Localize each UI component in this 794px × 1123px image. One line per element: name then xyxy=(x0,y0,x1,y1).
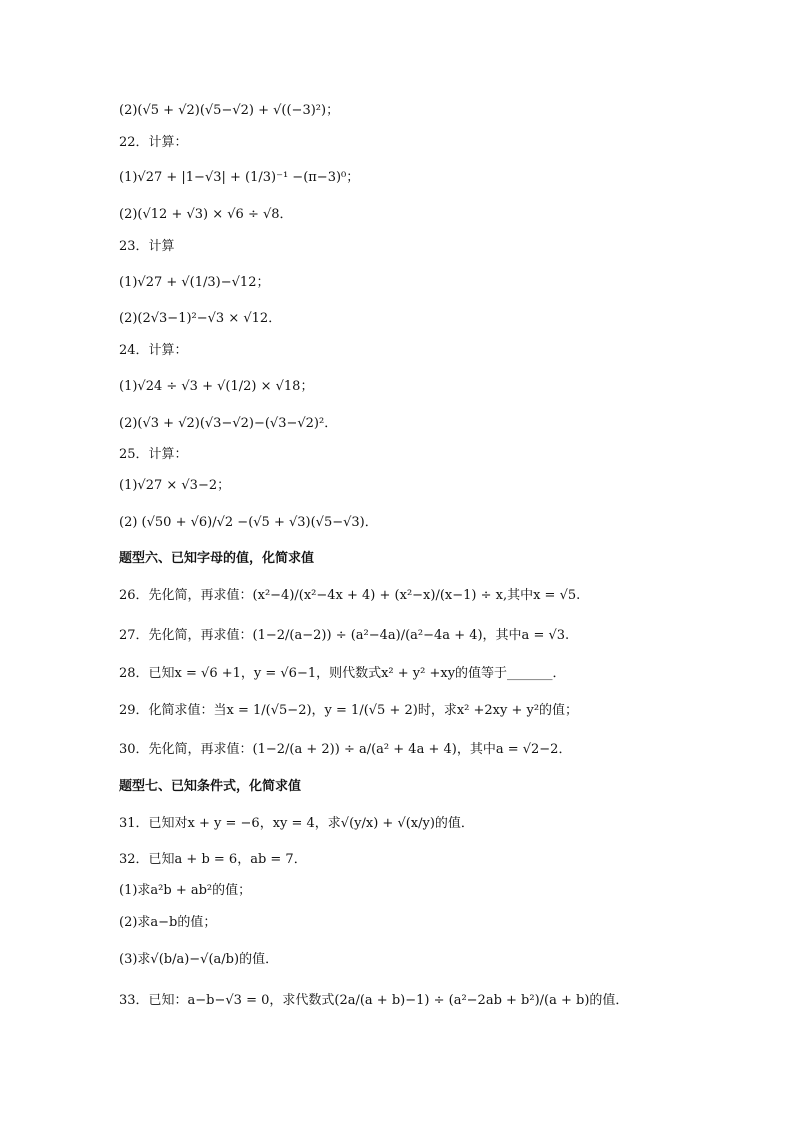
q23-title: 23．计算 xyxy=(119,239,175,254)
q32-part2: (2)求a−b的值； xyxy=(119,915,217,930)
q22-title: 22．计算： xyxy=(119,135,188,150)
q31: 31．已知对x + y = −6，xy = 4，求√(y/x) + √(x/y)的值． xyxy=(119,816,474,831)
q22-part1: (1)√27 + |1−√3| + (1/3)⁻¹ −(π−3)⁰； xyxy=(119,170,360,185)
q32-part3: (3)求√(b/a)−√(a/b)的值． xyxy=(119,952,279,967)
q24-title: 24．计算： xyxy=(119,343,188,358)
q24-part2: (2)(√3 + √2)(√3−√2)−(√3−√2)²． xyxy=(119,416,338,431)
q25-part2: (2) (√50 + √6)/√2 −(√5 + √3)(√5−√3)． xyxy=(119,515,378,530)
q23-part1: (1)√27 + √(1/3)−√12； xyxy=(119,275,270,290)
q25-part1: (1)√27 × √3−2； xyxy=(119,478,231,493)
q32: 32．已知a + b = 6，ab = 7． xyxy=(119,852,307,867)
q30: 30．先化简，再求值：(1−2/(a + 2)) ÷ a/(a² + 4a + 4)，其中a = √2−2． xyxy=(119,742,572,757)
q32-part1: (1)求a²b + ab²的值； xyxy=(119,883,252,898)
q33: 33．已知：a−b−√3 = 0，求代数式(2a/(a + b)−1) ÷ (a²−2ab + b²)/(a + b)的值． xyxy=(119,993,629,1008)
section-heading-6: 题型六、已知字母的值，化简求值 xyxy=(119,551,315,566)
section-heading-7: 题型七、已知条件式，化简求值 xyxy=(119,779,302,794)
q27: 27．先化简，再求值：(1−2/(a−2)) ÷ (a²−4a)/(a²−4a + 4)，其中a = √3. xyxy=(119,628,570,643)
q24-part1: (1)√24 ÷ √3 + √(1/2) × √18； xyxy=(119,379,314,394)
q22-part2: (2)(√12 + √3) × √6 ÷ √8． xyxy=(119,207,293,222)
q28: 28．已知x = √6 +1，y = √6−1，则代数式x² + y² +xy的值等于_______． xyxy=(119,666,566,681)
q29: 29．化简求值：当x = 1/(√5−2)，y = 1/(√5 + 2)时，求x² +2xy + y²的值； xyxy=(119,703,579,718)
q26: 26．先化简，再求值：(x²−4)/(x²−4x + 4) + (x²−x)/(x−1) ÷ x,其中x = √5. xyxy=(119,588,581,603)
q23-part2: (2)(2√3−1)²−√3 × √12． xyxy=(119,311,282,326)
q25-title: 25．计算： xyxy=(119,447,188,462)
q21-part2: (2)(√5 + √2)(√5−√2) + √((−3)²)； xyxy=(119,103,340,118)
